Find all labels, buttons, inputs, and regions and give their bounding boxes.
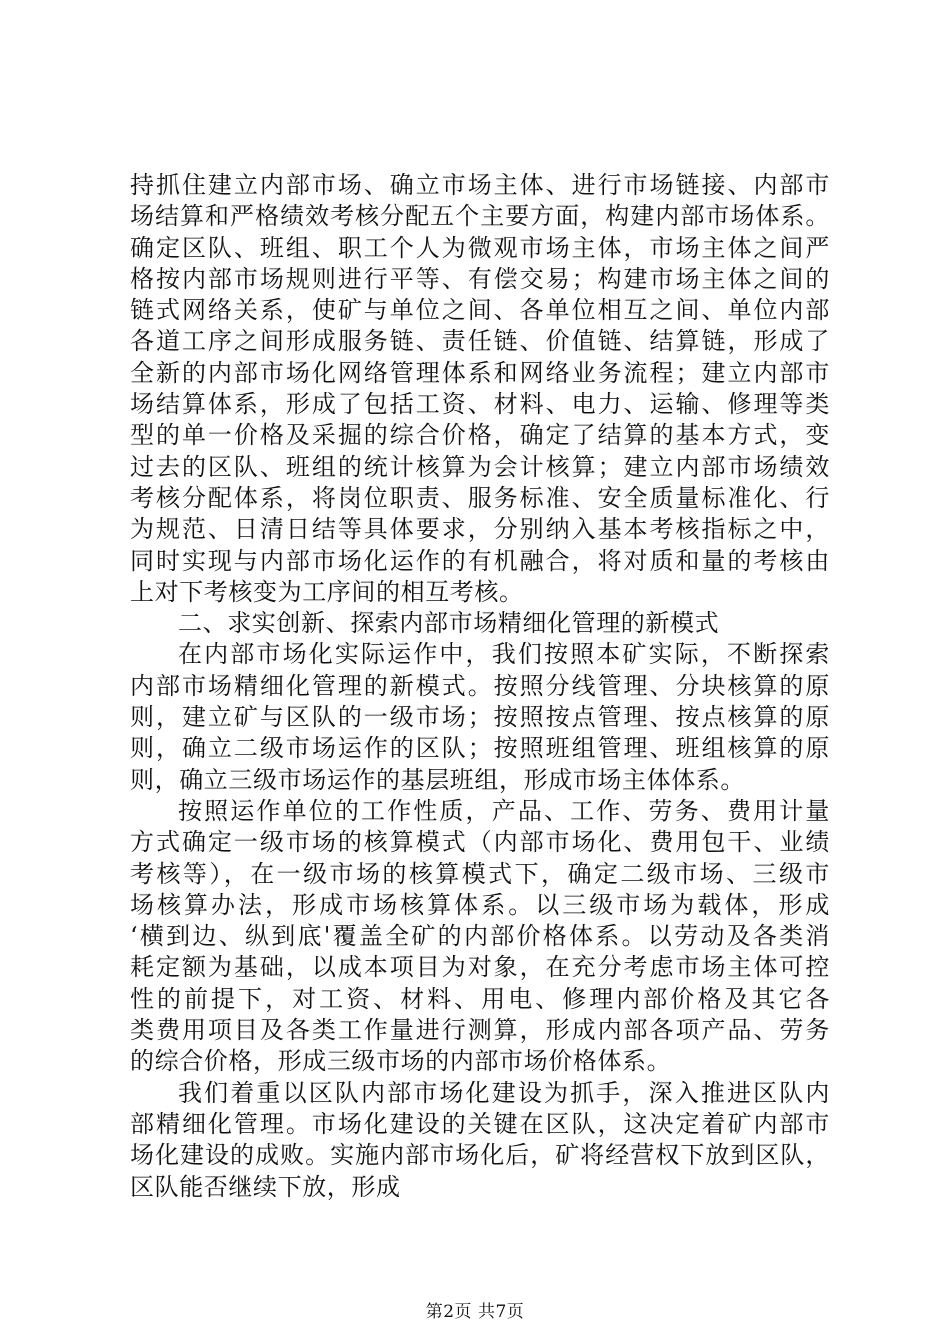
text-line: 性的前提下，对工资、材料、用电、修理内部价格及其它各 xyxy=(130,984,830,1013)
text-line: 则，确立二级市场运作的区队；按照班组管理、班组核算的原 xyxy=(130,734,830,763)
text-line: 考核分配体系，将岗位职责、服务标准、安全质量标准化、行 xyxy=(130,483,830,512)
text-line: 场化建设的成败。实施内部市场化后，矿将经营权下放到区队， xyxy=(130,1141,830,1170)
text-line: 全新的内部市场化网络管理体系和网络业务流程；建立内部市 xyxy=(130,358,830,387)
text-line: 场核算办法，形成市场核算体系。以三级市场为载体，形成 xyxy=(130,890,830,919)
text-line: 各道工序之间形成服务链、责任链、价值链、结算链，形成了 xyxy=(130,327,830,356)
text-line: 考核等），在一级市场的核算模式下，确定二级市场、三级市 xyxy=(130,859,830,888)
text-line: 上对下考核变为工序间的相互考核。 xyxy=(130,577,524,606)
text-line: 在内部市场化实际运作中，我们按照本矿实际，不断探索 xyxy=(178,640,830,669)
text-line: 方式确定一级市场的核算模式（内部市场化、费用包干、业绩 xyxy=(130,828,830,857)
text-line: 链式网络关系，使矿与单位之间、各单位相互之间、单位内部 xyxy=(130,296,830,325)
text-line: 场结算和严格绩效考核分配五个主要方面，构建内部市场体系。 xyxy=(130,202,830,231)
text-line: 则，确立三级市场运作的基层班组，形成市场主体体系。 xyxy=(130,765,745,794)
text-line: 格按内部市场规则进行平等、有偿交易；构建市场主体之间的 xyxy=(130,264,830,293)
text-line: 型的单一价格及采掘的综合价格，确定了结算的基本方式，变 xyxy=(130,421,830,450)
text-line: 为规范、日清日结等具体要求，分别纳入基本考核指标之中， xyxy=(130,515,830,544)
text-line: 类费用项目及各类工作量进行测算，形成内部各项产品、劳务 xyxy=(130,1016,830,1045)
body-text xyxy=(130,170,830,1203)
text-line: 则，建立矿与区队的一级市场；按照按点管理、按点核算的原 xyxy=(130,703,830,732)
text-line: ‘横到边、纵到底'覆盖全矿的内部价格体系。以劳动及各类消 xyxy=(130,922,830,951)
text-line: 耗定额为基础，以成本项目为对象，在充分考虑市场主体可控 xyxy=(130,953,830,982)
page-number-footer: 第2页 共7页 xyxy=(425,1302,525,1322)
text-line: 内部市场精细化管理的新模式。按照分线管理、分块核算的原 xyxy=(130,671,830,700)
text-line: 持抓住建立内部市场、确立市场主体、进行市场链接、内部市 xyxy=(130,171,830,199)
text-line: 部精细化管理。市场化建设的关键在区队，这决定着矿内部市 xyxy=(130,1109,830,1138)
text-line: 区队能否继续下放，形成 xyxy=(130,1172,401,1201)
section-heading: 二、求实创新、探索内部市场精细化管理的新模式 xyxy=(178,609,720,638)
text-line: 过去的区队、班组的统计核算为会计核算；建立内部市场绩效 xyxy=(130,452,830,481)
text-line: 场结算体系，形成了包括工资、材料、电力、运输、修理等类 xyxy=(130,390,830,419)
text-line: 同时实现与内部市场化运作的有机融合，将对质和量的考核由 xyxy=(130,546,830,575)
text-line: 按照运作单位的工作性质，产品、工作、劳务、费用计量 xyxy=(178,796,830,825)
text-line: 的综合价格，形成三级市场的内部市场价格体系。 xyxy=(130,1047,672,1076)
text-line: 我们着重以区队内部市场化建设为抓手，深入推进区队内 xyxy=(178,1078,830,1107)
text-line: 确定区队、班组、职工个人为微观市场主体，市场主体之间严 xyxy=(130,233,830,262)
